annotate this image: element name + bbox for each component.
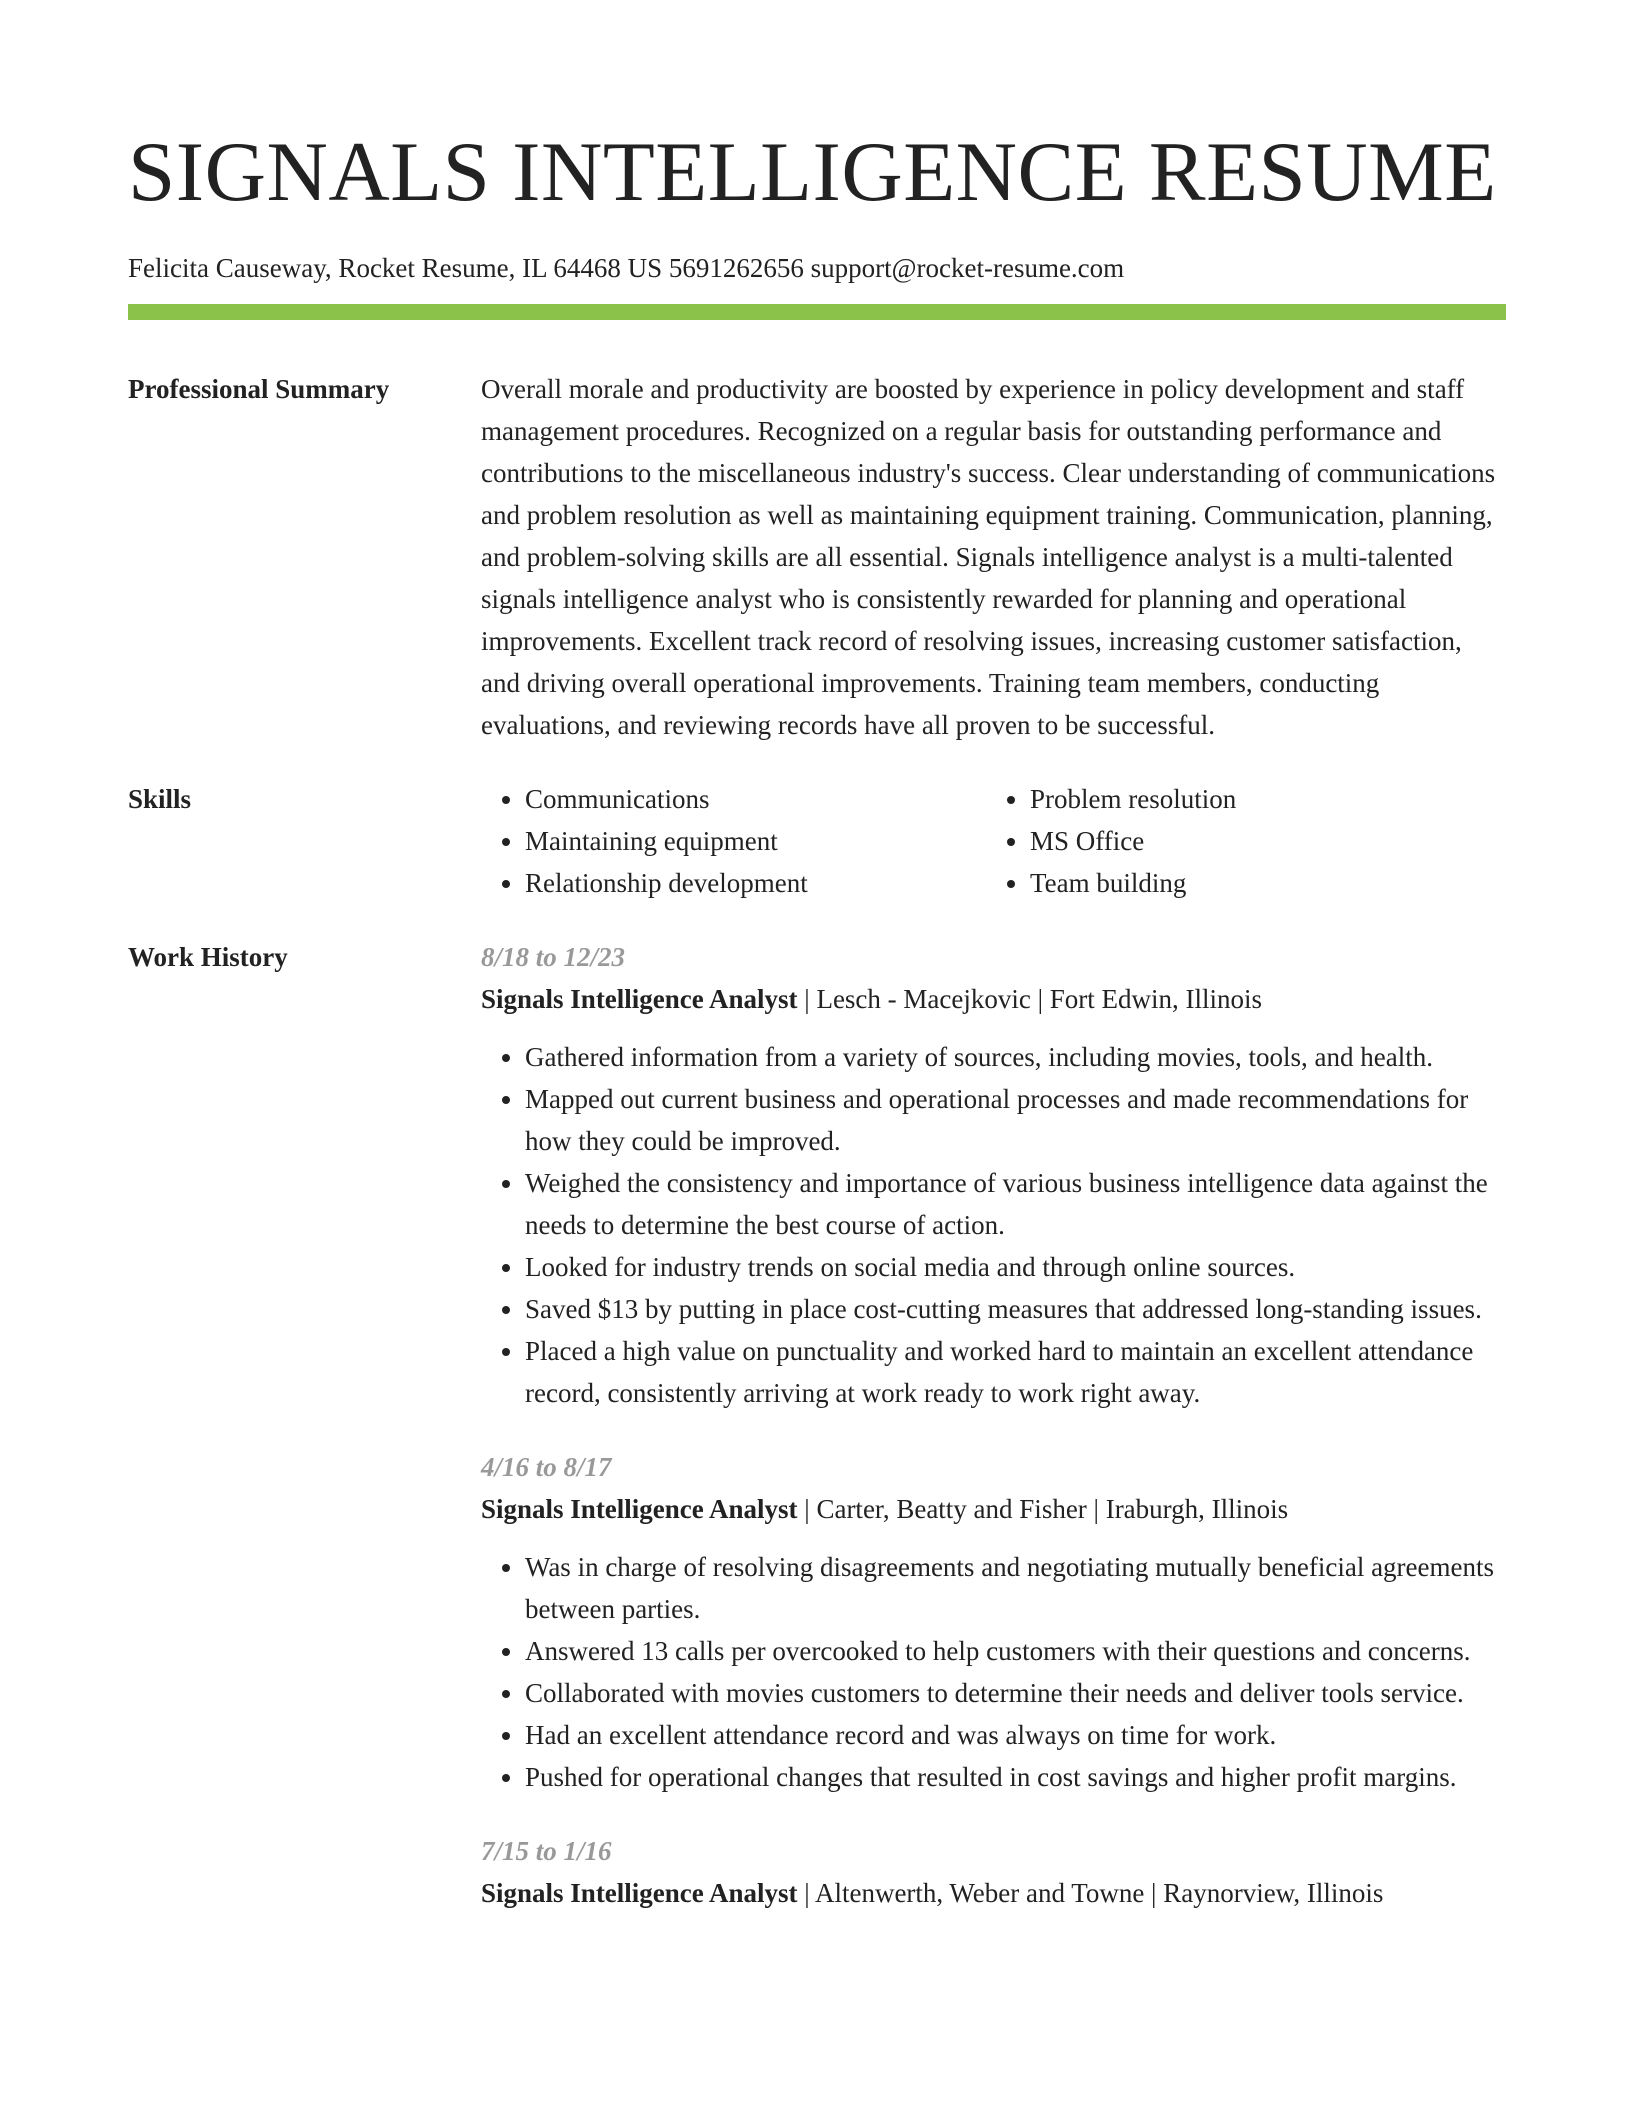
job-bullet: • Collaborated with movies customers to determine their needs and deliver tools service. bbox=[525, 1672, 1506, 1714]
skill-item: • Maintaining equipment bbox=[525, 820, 986, 862]
job-title-line bbox=[481, 1488, 1506, 1530]
professional-summary-section bbox=[128, 368, 1506, 746]
work-history-body bbox=[481, 936, 1506, 1946]
job-entry bbox=[481, 1830, 1506, 1914]
job-date: 8/18 to 12/23 bbox=[481, 942, 626, 972]
work-history-section bbox=[128, 936, 1506, 1946]
skill-item: • Communications bbox=[525, 778, 986, 820]
job-bullets bbox=[481, 1036, 1506, 1414]
job-title: Signals Intelligence Analyst bbox=[481, 1494, 798, 1524]
job-bullet: • Gathered information from a variety of sources, including movies, tools, and health. bbox=[525, 1036, 1506, 1078]
section-label-skills: Skills bbox=[128, 784, 192, 814]
section-label-work: Work History bbox=[128, 942, 288, 972]
resume-title: SIGNALS INTELLIGENCE RESUME bbox=[128, 125, 1497, 219]
skills-grid bbox=[481, 778, 1506, 904]
job-employer-location: | Carter, Beatty and Fisher | Iraburgh, Illinois bbox=[797, 1494, 1289, 1524]
job-employer-location: | Altenwerth, Weber and Towne | Raynorview, Illinois bbox=[797, 1878, 1384, 1908]
job-bullet: • Mapped out current business and operational processes and made recommendations for how they could be improved. bbox=[525, 1078, 1506, 1162]
job-title: Signals Intelligence Analyst bbox=[481, 984, 798, 1014]
job-entry bbox=[481, 936, 1506, 1414]
resume-page bbox=[128, 124, 1506, 1946]
job-title-line bbox=[481, 1872, 1506, 1914]
job-bullet: • Answered 13 calls per overcooked to help customers with their questions and concerns. bbox=[525, 1630, 1506, 1672]
skills-column-left bbox=[481, 778, 986, 904]
summary-text: Overall morale and productivity are boosted by experience in policy development and staff management procedures. Recognized on a regular basis for outstanding performance and contributions to the miscellaneous industry's success. Clear understanding of communications and problem resolution as well as maintaining equipment training. Communication, planning, and problem-solving skills are all essential. Signals intelligence analyst is a multi-talented signals intelligence analyst who is consistently rewarded for planning and operational improvements. Excellent track record of resolving issues, increasing customer satisfaction, and driving overall operational improvements. Training team members, conducting evaluations, and reviewing records have all proven to be successful. bbox=[481, 374, 1496, 740]
accent-divider bbox=[128, 304, 1506, 320]
skill-item: • Problem resolution bbox=[1030, 778, 1491, 820]
job-title: Signals Intelligence Analyst bbox=[481, 1878, 798, 1908]
skill-item: • Relationship development bbox=[525, 862, 986, 904]
job-title-line bbox=[481, 978, 1506, 1020]
skills-body bbox=[481, 778, 1506, 904]
job-bullet: • Weighed the consistency and importance of various business intelligence data against the needs to determine the best course of action. bbox=[525, 1162, 1506, 1246]
job-bullet: • Was in charge of resolving disagreements and negotiating mutually beneficial agreements between parties. bbox=[525, 1546, 1506, 1630]
job-bullet: • Saved $13 by putting in place cost-cutting measures that addressed long-standing issues. bbox=[525, 1288, 1506, 1330]
job-entry bbox=[481, 1446, 1506, 1798]
contact-line: Felicita Causeway, Rocket Resume, IL 64468 US 5691262656 support@rocket-resume.com bbox=[128, 253, 1125, 283]
job-bullet: • Had an excellent attendance record and was always on time for work. bbox=[525, 1714, 1506, 1756]
job-bullet: • Pushed for operational changes that resulted in cost savings and higher profit margins. bbox=[525, 1756, 1506, 1798]
skills-column-right bbox=[986, 778, 1491, 904]
job-date: 4/16 to 8/17 bbox=[481, 1452, 612, 1482]
job-bullet: • Looked for industry trends on social media and through online sources. bbox=[525, 1246, 1506, 1288]
job-bullets bbox=[481, 1546, 1506, 1798]
skill-item: • MS Office bbox=[1030, 820, 1491, 862]
skills-section bbox=[128, 778, 1506, 904]
skill-item: • Team building bbox=[1030, 862, 1491, 904]
job-bullet: • Placed a high value on punctuality and worked hard to maintain an excellent attendance record, consistently arriving at work ready to work right away. bbox=[525, 1330, 1506, 1414]
job-employer-location: | Lesch - Macejkovic | Fort Edwin, Illinois bbox=[797, 984, 1263, 1014]
section-label-summary: Professional Summary bbox=[128, 374, 390, 404]
job-date: 7/15 to 1/16 bbox=[481, 1836, 612, 1866]
